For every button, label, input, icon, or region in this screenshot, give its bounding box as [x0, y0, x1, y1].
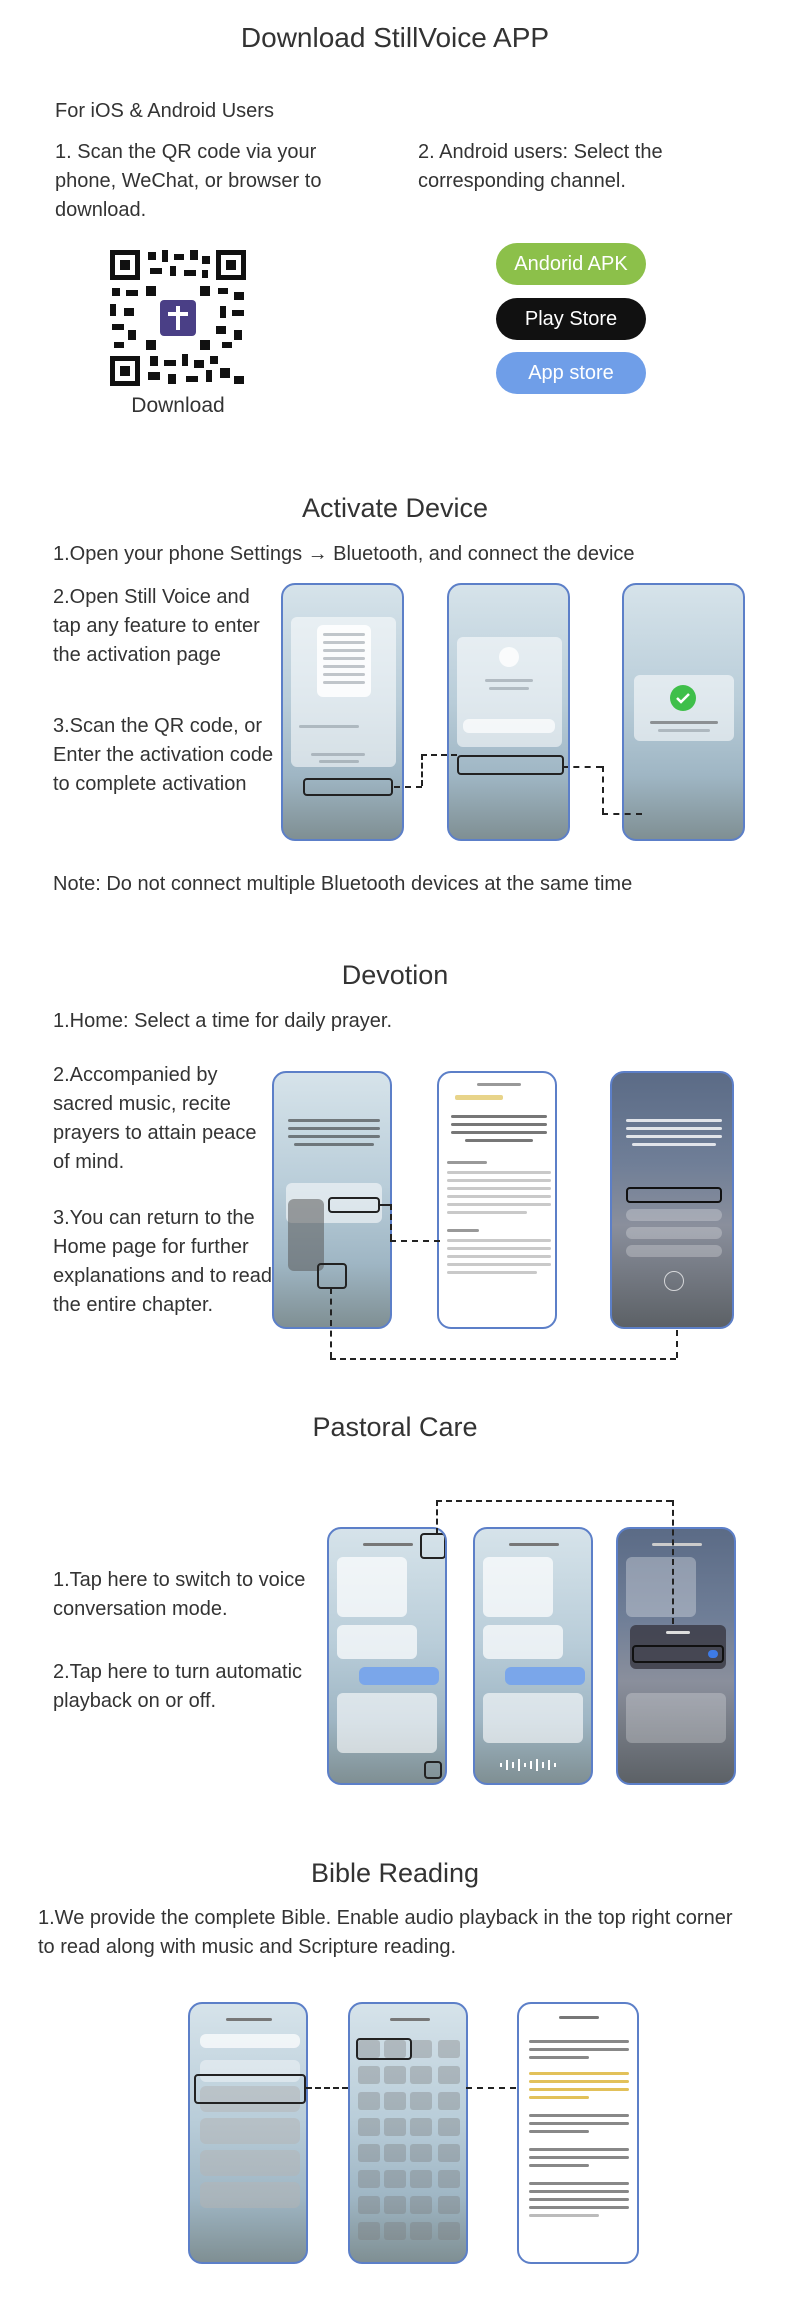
devotion-step1: 1.Home: Select a time for daily prayer.: [53, 1010, 393, 1032]
download-title: Download StillVoice APP: [240, 22, 550, 53]
pastoral-title: Pastoral Care: [312, 1412, 478, 1442]
pastoral-step1: 1.Tap here to switch to voice conversation mode.: [53, 1569, 306, 1620]
bible-title: Bible Reading: [310, 1858, 480, 1888]
bible-screen-text: [517, 2002, 639, 2264]
activate-screen-device: [447, 583, 570, 841]
android-apk-button[interactable]: Andorid APK: [496, 243, 646, 285]
check-icon: [670, 685, 696, 711]
pastoral-screen-chat: [327, 1527, 447, 1785]
app-store-button[interactable]: App store: [496, 352, 646, 394]
activate-title: Activate Device: [301, 493, 489, 523]
activate-note: Note: Do not connect multiple Bluetooth devices at the same time: [53, 873, 633, 895]
mic-icon: [495, 1757, 575, 1773]
bible-screen-chapters: [348, 2002, 468, 2264]
pastoral-step2: 2.Tap here to turn automatic playback on or off.: [53, 1661, 303, 1712]
devotion-step3: 3.You can return to the Home page for further explanations and to read the entire chapter.: [53, 1207, 273, 1316]
download-step2: 2. Android users: Select the corresponding channel.: [418, 141, 663, 192]
bluetooth-icon: [499, 647, 519, 667]
activate-screen-connected: [622, 583, 745, 841]
devotion-screen-home: [272, 1071, 392, 1329]
devotion-screen-menu: [610, 1071, 734, 1329]
play-store-button[interactable]: Play Store: [496, 298, 646, 340]
bible-screen-books: [188, 2002, 308, 2264]
download-step1: 1. Scan the QR code via your phone, WeChat, or browser to download.: [55, 141, 322, 221]
devotion-screen-reading: [437, 1071, 557, 1329]
qr-code-icon[interactable]: [110, 250, 246, 386]
pastoral-screen-settings: [616, 1527, 736, 1785]
activate-step2: 2.Open Still Voice and tap any feature to enter the activation page: [53, 586, 260, 666]
qr-label: Download: [131, 394, 225, 417]
activate-screen-settings: [281, 583, 404, 841]
download-subtitle: For iOS & Android Users: [55, 100, 274, 122]
devotion-title: Devotion: [341, 960, 449, 990]
activate-step3: 3.Scan the QR code, or Enter the activation code to complete activation: [53, 715, 274, 795]
bible-step1: 1.We provide the complete Bible. Enable audio playback in the top right corner to read along with music and Scripture reading.: [38, 1907, 733, 1958]
pastoral-screen-voice: [473, 1527, 593, 1785]
activate-step1: 1.Open your phone Settings → Bluetooth, and connect the device: [53, 543, 635, 565]
devotion-step2: 2.Accompanied by sacred music, recite prayers to attain peace of mind.: [53, 1064, 257, 1173]
